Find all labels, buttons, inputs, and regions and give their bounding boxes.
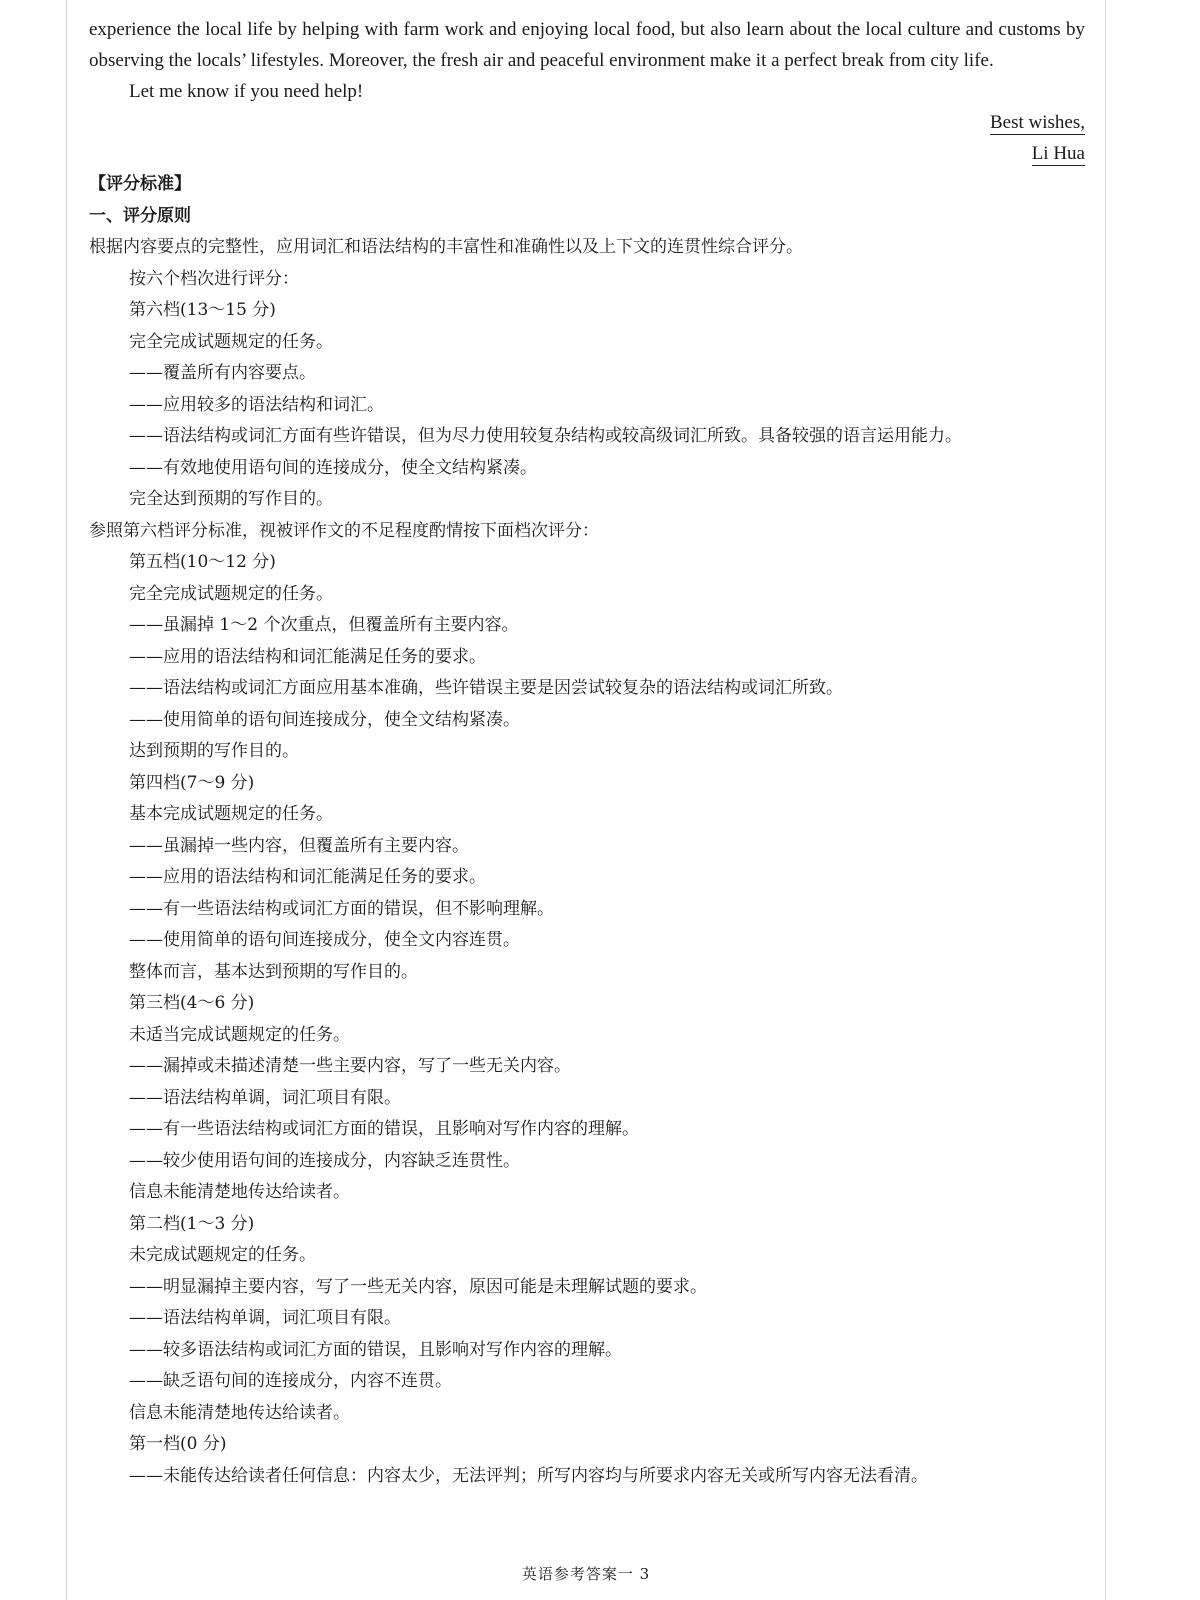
rubric-line: 未完成试题规定的任务。: [129, 1245, 316, 1265]
rubric-line: ——语法结构或词汇方面应用基本准确，些许错误主要是因尝试较复杂的语法结构或词汇所致。: [129, 678, 843, 698]
rubric-heading: 【评分标准】: [89, 174, 191, 194]
rubric-line: ——语法结构单调，词汇项目有限。: [129, 1087, 401, 1108]
letter-paragraph: experience the local life by helping with farm work and enjoying local food, but also learn about the local culture and customs by observing the locals’ lifestyles. Moreover, the fresh air and peaceful environment make it a perfect break from city life.: [89, 19, 1085, 71]
rubric-line: ——较少使用语句间的连接成分，内容缺乏连贯性。: [129, 1150, 520, 1171]
rubric-line: 整体而言，基本达到预期的写作目的。: [129, 961, 418, 982]
rubric-line: ——应用较多的语法结构和词汇。: [129, 394, 384, 415]
rubric-line: 第三档(4～6 分): [129, 993, 255, 1013]
letter-closing-line: Let me know if you need help!: [129, 81, 364, 102]
rubric-line: 第五档(10～12 分): [129, 552, 276, 572]
rubric-line: ——语法结构单调，词汇项目有限。: [129, 1308, 401, 1328]
rubric-line: 第一档(0 分): [129, 1434, 227, 1454]
rubric-line: 基本完成试题规定的任务。: [129, 804, 333, 824]
rubric-line: ——使用简单的语句间连接成分，使全文内容连贯。: [129, 930, 520, 950]
letter-signoff: [89, 107, 1085, 169]
document-page: [66, 0, 1106, 1600]
sign-name: Li Hua: [1031, 143, 1085, 164]
rubric-intro: 根据内容要点的完整性，应用词汇和语法结构的丰富性和准确性以及上下文的连贯性综合评分。: [89, 237, 803, 257]
rubric-line: ——漏掉或未描述清楚一些主要内容，写了一些无关内容。: [129, 1056, 571, 1076]
rubric-line: ——应用的语法结构和词汇能满足任务的要求。: [129, 867, 486, 887]
rubric-line: 达到预期的写作目的。: [129, 741, 299, 761]
rubric-line: 参照第六档评分标准，视被评作文的不足程度酌情按下面档次评分：: [89, 520, 599, 541]
rubric-line: ——有效地使用语句间的连接成分，使全文结构紧凑。: [129, 457, 537, 478]
rubric-line: ——应用的语法结构和词汇能满足任务的要求。: [129, 646, 486, 667]
rubric-line: 信息未能清楚地传达给读者。: [129, 1182, 350, 1202]
rubric-line: 完全完成试题规定的任务。: [129, 331, 333, 352]
rubric-line: 完全完成试题规定的任务。: [129, 583, 333, 604]
rubric-line: ——缺乏语句间的连接成分，内容不连贯。: [129, 1371, 452, 1391]
rubric-line: 完全达到预期的写作目的。: [129, 489, 333, 509]
page-footer: 英语参考答案一 3: [521, 1565, 651, 1583]
rubric-line: 第四档(7～9 分): [129, 772, 255, 793]
rubric-line: ——使用简单的语句间连接成分，使全文结构紧凑。: [129, 709, 520, 730]
rubric-line: ——虽漏掉 1～2 个次重点，但覆盖所有主要内容。: [129, 615, 519, 635]
rubric-line: 第二档(1～3 分): [129, 1213, 255, 1234]
page-content: [89, 14, 1085, 1492]
rubric-line: 未适当完成试题规定的任务。: [129, 1024, 350, 1045]
rubric-line: ——覆盖所有内容要点。: [129, 363, 316, 383]
rubric-line: ——虽漏掉一些内容，但覆盖所有主要内容。: [129, 835, 469, 856]
rubric-line: 第六档(13～15 分): [129, 300, 276, 320]
rubric-line: ——明显漏掉主要内容，写了一些无关内容，原因可能是未理解试题的要求。: [129, 1276, 707, 1297]
rubric-line: ——较多语法结构或词汇方面的错误，且影响对写作内容的理解。: [129, 1339, 622, 1360]
rubric-line: ——有一些语法结构或词汇方面的错误，且影响对写作内容的理解。: [129, 1119, 639, 1139]
sign-wishes: Best wishes,: [990, 112, 1085, 133]
rubric-line: 信息未能清楚地传达给读者。: [129, 1402, 350, 1423]
section-title: 一、评分原则: [89, 205, 191, 226]
rubric-line: ——语法结构或词汇方面有些许错误，但为尽力使用较复杂结构或较高级词汇所致。具备较强的语言运用能力。: [129, 426, 962, 446]
rubric-line: ——有一些语法结构或词汇方面的错误，但不影响理解。: [129, 898, 554, 919]
levels-note: 按六个档次进行评分：: [129, 268, 299, 289]
rubric-line: ——未能传达给读者任何信息：内容太少，无法评判；所写内容均与所要求内容无关或所写内容无法看清。: [129, 1465, 928, 1486]
rubric-lines: [89, 295, 1085, 1492]
